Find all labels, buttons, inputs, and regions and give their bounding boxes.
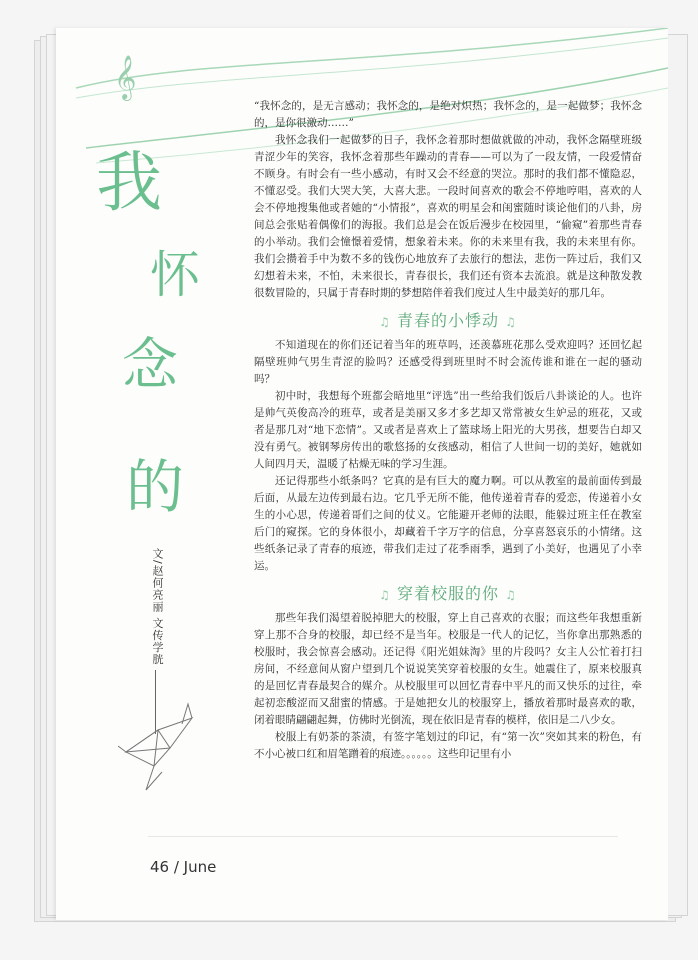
title-char-2: 怀 <box>150 246 200 304</box>
intro-quote: “我怀念的，是无言感动；我怀念的，是绝对炽热；我怀念的，是一起做梦；我怀念的，是你很激动……” <box>254 100 642 129</box>
section-heading-text: 青春的小悸动 <box>396 311 499 330</box>
paper-crane-icon <box>118 690 198 800</box>
section-paragraph: 初中时，我想每个班都会暗地里“评选”出一些给我们饭后八卦谈论的人。也许是帅气英俊高冷的班草，或者是美丽又多才多艺却又常常被女生妒忌的班花，又或者是那几对“地下恋情”。又或者是喜欢上了篮球场上阳光的大男孩，想要告白却又没有勇气。被钢琴房传出的歌悠扬的女孩感动，相信了人世间一切的美好，她就如人间四月天，温暖了枯燥无味的学习生涯。 <box>254 390 642 470</box>
section-heading-text: 穿着校服的你 <box>396 584 499 603</box>
section-paragraph: 不知道现在的你们还记着当年的班草吗，还羡慕班花那么受欢迎吗？还回忆起隔壁班帅气男生青涩的脸吗？还感受得到班里时不时会流传谁和谁在一起的骚动吗？ <box>254 339 642 385</box>
section-heading <box>254 312 642 331</box>
note-ornament-icon: ♫ <box>505 315 517 329</box>
page-number: 46 / June <box>150 858 217 876</box>
section-paragraph: 那些年我们渴望着脱掉肥大的校服，穿上自己喜欢的衣服；而这些年我想重新穿上那不合身的校服，却已经不是当年。校服是一代人的记忆，当你拿出那熟悉的校服时，我会惊喜会感动。还记得《阳光姐妹淘》里的片段吗？女主人公忙着打扫房间，不经意间从窗户望到几个说说笑笑穿着校服的女生。她震住了，原来校服真的是回忆青春最契合的媒介。从校服里可以回忆青春中平凡的而又快乐的过往，牵起初恋酸涩而又甜蜜的情感。于是她把女儿的校服穿上，播放着那时最喜欢的歌，闭着眼睛翩翩起舞，仿佛时光倒流，现在依旧是青春的模样，依旧是二八少女。 <box>254 612 642 726</box>
article-body <box>254 98 642 763</box>
section-paragraph: 还记得那些小纸条吗？它真的是有巨大的魔力啊。可以从教室的最前面传到最后面，从最左边传到最右边。它几乎无所不能，他传递着青春的爱恋，传递着小女生的小心思，传递着哥们之间的仗义。它能避开老师的法眼，能躲过班主任在教室后门的窥探。它的身体很小，却藏着千字万字的信息，分享喜怒哀乐的小情绪。这些纸条记录了青春的痕迹，带我们走过了花季雨季，遇到了小美好，也遇见了小幸运。 <box>254 475 642 572</box>
treble-clef-icon: 𝄞 <box>114 55 137 99</box>
note-ornament-icon: ♫ <box>379 315 391 329</box>
section-paragraph: 校服上有奶茶的茶渍，有签字笔划过的印记，有“第一次”突如其来的粉色，有不小心被口红和眉笔蹭着的痕迹。。。。。。这些印记里有小 <box>254 731 642 760</box>
footer-rule <box>148 836 618 837</box>
title-char-1: 我 <box>96 144 162 221</box>
byline: 文/赵何亮丽 文传学胱 <box>151 548 164 666</box>
note-ornament-icon: ♫ <box>379 588 391 602</box>
intro-paragraph: 我怀念我们一起做梦的日子，我怀念着那时想做就做的冲动，我怀念隔壁班级青涩少年的笑容，我怀念着那些年躁动的青春——可以为了一段友情，一段爱情奋不顾身。有时会有一些小感动，有时又会不经意的哭泣。那时的我们都不懂隐忍，不懂忍受。我们大哭大笑，大喜大悲。一段时间喜欢的歌会不停地哼唱，喜欢的人会不停地搜集他或者她的“小情报”，喜欢的明星会和闺蜜随时谈论他们的八卦，房间总会张贴着偶像们的海报。我们总是会在饭后漫步在校园里，“偷窥”着那些青春的小举动。我们会憧憬着爱情，想象着未来。你的未来里有我，我的未来里有你。我们会攒着手中为数不多的钱伤心地放弃了去旅行的想法，悲伤一阵过后，我们又幻想着未来，不怕，未来很长，青春很长，我们还有资本去流浪。就是这种散发教很数冒险的，只属于青春时期的梦想陪伴着我们度过人生中最美好的那几年。 <box>254 134 642 299</box>
title-char-3: 念 <box>122 333 178 398</box>
section-heading <box>254 585 642 604</box>
note-ornament-icon: ♫ <box>505 588 517 602</box>
title-char-4: 的 <box>126 453 185 521</box>
